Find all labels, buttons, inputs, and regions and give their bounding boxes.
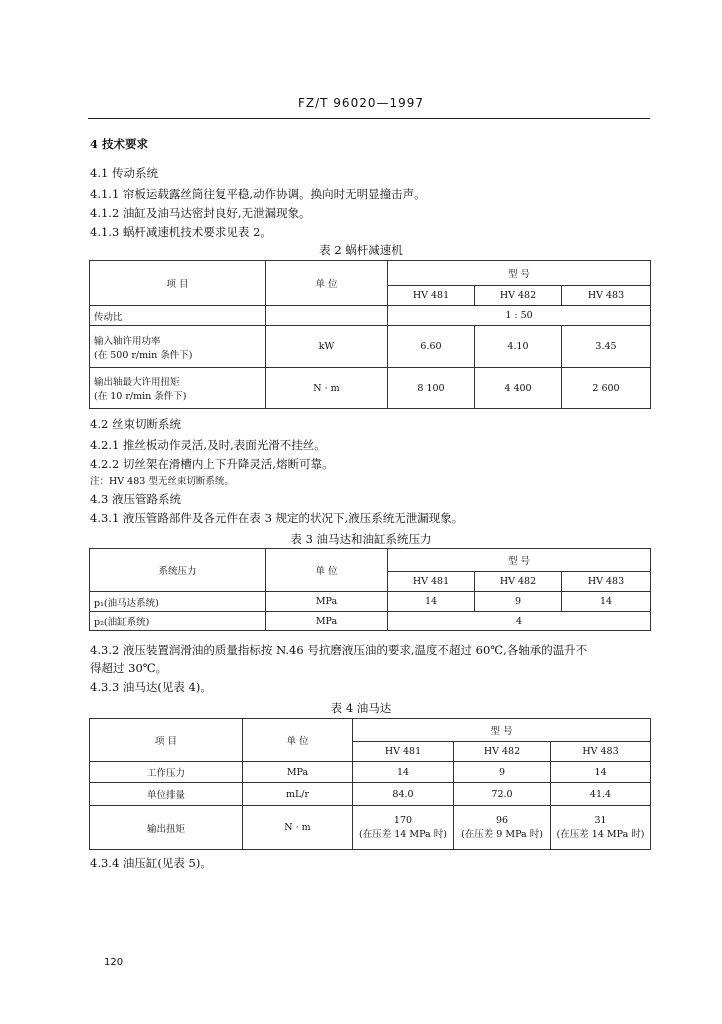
table2-output-torque-unit: N · m: [266, 368, 388, 409]
table4-row-pressure-label: 工作压力: [90, 762, 243, 783]
section-4-2-2: 4.2.2 切丝架在滑槽内上下升降灵活,熔断可靠。: [90, 457, 334, 471]
table3-model-hv482: HV 482: [475, 572, 562, 592]
section-4-1: 4.1 传动系统: [90, 166, 158, 180]
page-number: 120: [104, 957, 124, 968]
header-rule: [88, 118, 650, 119]
table2-input-power-condition: (在 500 r/min 条件下): [94, 349, 193, 361]
document-header: FZ/T 96020—1997: [297, 96, 425, 110]
section-4-1-3: 4.1.3 蜗杆减速机技术要求见表 2。: [90, 225, 272, 239]
table4-header-model: 型 号: [353, 719, 651, 742]
section-4-3-2-line1: 4.3.2 液压装置润滑油的质量指标按 N.46 号抗磨液压油的要求,温度不超过 60℃,各轴承的温升不: [90, 643, 588, 657]
table4-row-pressure-unit: MPa: [243, 762, 353, 783]
table3-header-item: 系统压力: [90, 549, 266, 592]
table4-row-torque-hv481: [353, 806, 454, 850]
table2-input-power-unit: kW: [266, 326, 388, 368]
table2-output-torque-hv481: 8 100: [388, 368, 475, 409]
table3-row-p1-label: p₁(油马达系统): [90, 592, 266, 612]
table2-input-power-item: 输入轴许用功率: [94, 335, 161, 347]
section-4-1-2: 4.1.2 油缸及油马达密封良好,无泄漏现象。: [90, 206, 311, 220]
table3-row-p1-hv482: 9: [475, 592, 562, 612]
table4-caption: 表 4 油马达: [330, 701, 392, 715]
table2-row-ratio-value: 1 : 50: [388, 306, 651, 326]
table2-input-power-hv482: 4.10: [475, 326, 562, 368]
table2-row-ratio-unit: [266, 306, 388, 326]
section-4-2-1: 4.2.1 推丝板动作灵活,及时,表面光滑不挂丝。: [90, 438, 326, 452]
table2: [89, 260, 651, 409]
table2-row-ratio-label: 传动比: [90, 306, 266, 326]
table2-header-unit: 单 位: [266, 261, 388, 306]
section-4-3-2-line2: 得超过 30℃。: [90, 661, 168, 675]
table3-header-unit: 单 位: [266, 549, 388, 592]
table2-caption: 表 2 蜗杆减速机: [319, 243, 403, 257]
table4-row-displacement-unit: mL/r: [243, 783, 353, 806]
section-4-title: 4 技术要求: [90, 137, 149, 151]
table4-model-hv482: HV 482: [454, 742, 551, 762]
table4-row-torque-unit: N · m: [243, 806, 353, 850]
table4-row-torque-hv483: [551, 806, 651, 850]
table2-header-item: 项 目: [90, 261, 266, 306]
table2-output-torque-item: 输出轴最大许用扭矩: [94, 377, 180, 388]
section-4-3-1: 4.3.1 液压管路部件及各元件在表 3 规定的状况下,液压系统无泄漏现象。: [90, 511, 464, 525]
table3-row-p2-unit: MPa: [266, 612, 388, 631]
table3-header-model: 型 号: [388, 549, 651, 572]
table4-header-unit: 单 位: [243, 719, 353, 762]
table3-model-hv483: HV 483: [562, 572, 651, 592]
table2-model-hv481: HV 481: [388, 286, 475, 306]
table4-torque-hv481-value: 170: [393, 815, 413, 826]
table2-input-power-hv483: 3.45: [562, 326, 651, 368]
table4-torque-hv482-value: 96: [495, 815, 509, 826]
table4-torque-hv483-condition: (在压差 14 MPa 时): [556, 829, 645, 840]
table2-row-output-torque-label: [90, 368, 266, 409]
section-4-3-4: 4.3.4 油压缸(见表 5)。: [90, 856, 212, 870]
table4-row-pressure-hv483: 14: [551, 762, 651, 783]
table3-row-p1-hv481: 14: [388, 592, 475, 612]
table4-torque-hv482-condition: (在压差 9 MPa 时): [461, 829, 543, 840]
table3-caption: 表 3 油马达和油缸系统压力: [290, 532, 432, 546]
table4-row-torque-hv482: [454, 806, 551, 850]
table2-row-input-power-label: [90, 326, 266, 368]
table2-output-torque-condition: (在 10 r/min 条件下): [94, 391, 187, 402]
section-4-3: 4.3 液压管路系统: [90, 492, 181, 506]
section-4-2: 4.2 丝束切断系统: [90, 417, 181, 431]
table3-row-p2-label: p₂(油缸系统): [90, 612, 266, 631]
table4-row-pressure-hv481: 14: [353, 762, 454, 783]
table2-model-hv483: HV 483: [562, 286, 651, 306]
section-4-3-3: 4.3.3 油马达(见表 4)。: [90, 680, 212, 694]
table2-output-torque-hv483: 2 600: [562, 368, 651, 409]
table3: [89, 548, 651, 631]
table2-output-torque-hv482: 4 400: [475, 368, 562, 409]
table4-row-displacement-label: 单位排量: [90, 783, 243, 806]
table4-row-displacement-hv481: 84.0: [353, 783, 454, 806]
table4-model-hv481: HV 481: [353, 742, 454, 762]
table3-row-p1-unit: MPa: [266, 592, 388, 612]
table2-input-power-hv481: 6.60: [388, 326, 475, 368]
table4-row-torque-label: 输出扭矩: [90, 806, 243, 850]
table4-row-displacement-hv482: 72.0: [454, 783, 551, 806]
section-4-2-note: 注：HV 483 型无丝束切断系统。: [90, 476, 234, 487]
table2-header-model: 型 号: [388, 261, 651, 286]
section-4-1-1: 4.1.1 帘板运载露丝筒往复平稳,动作协调。换向时无明显撞击声。: [90, 187, 426, 201]
table4-header-item: 项 目: [90, 719, 243, 762]
table4-row-displacement-hv483: 41.4: [551, 783, 651, 806]
table3-row-p2-value: 4: [388, 612, 651, 631]
table4-torque-hv483-value: 31: [594, 815, 607, 826]
table4-model-hv483: HV 483: [551, 742, 651, 762]
table2-model-hv482: HV 482: [475, 286, 562, 306]
table4: [89, 718, 651, 850]
table4-torque-hv481-condition: (在压差 14 MPa 时): [359, 829, 447, 840]
table3-model-hv481: HV 481: [388, 572, 475, 592]
table4-row-pressure-hv482: 9: [454, 762, 551, 783]
table3-row-p1-hv483: 14: [562, 592, 651, 612]
